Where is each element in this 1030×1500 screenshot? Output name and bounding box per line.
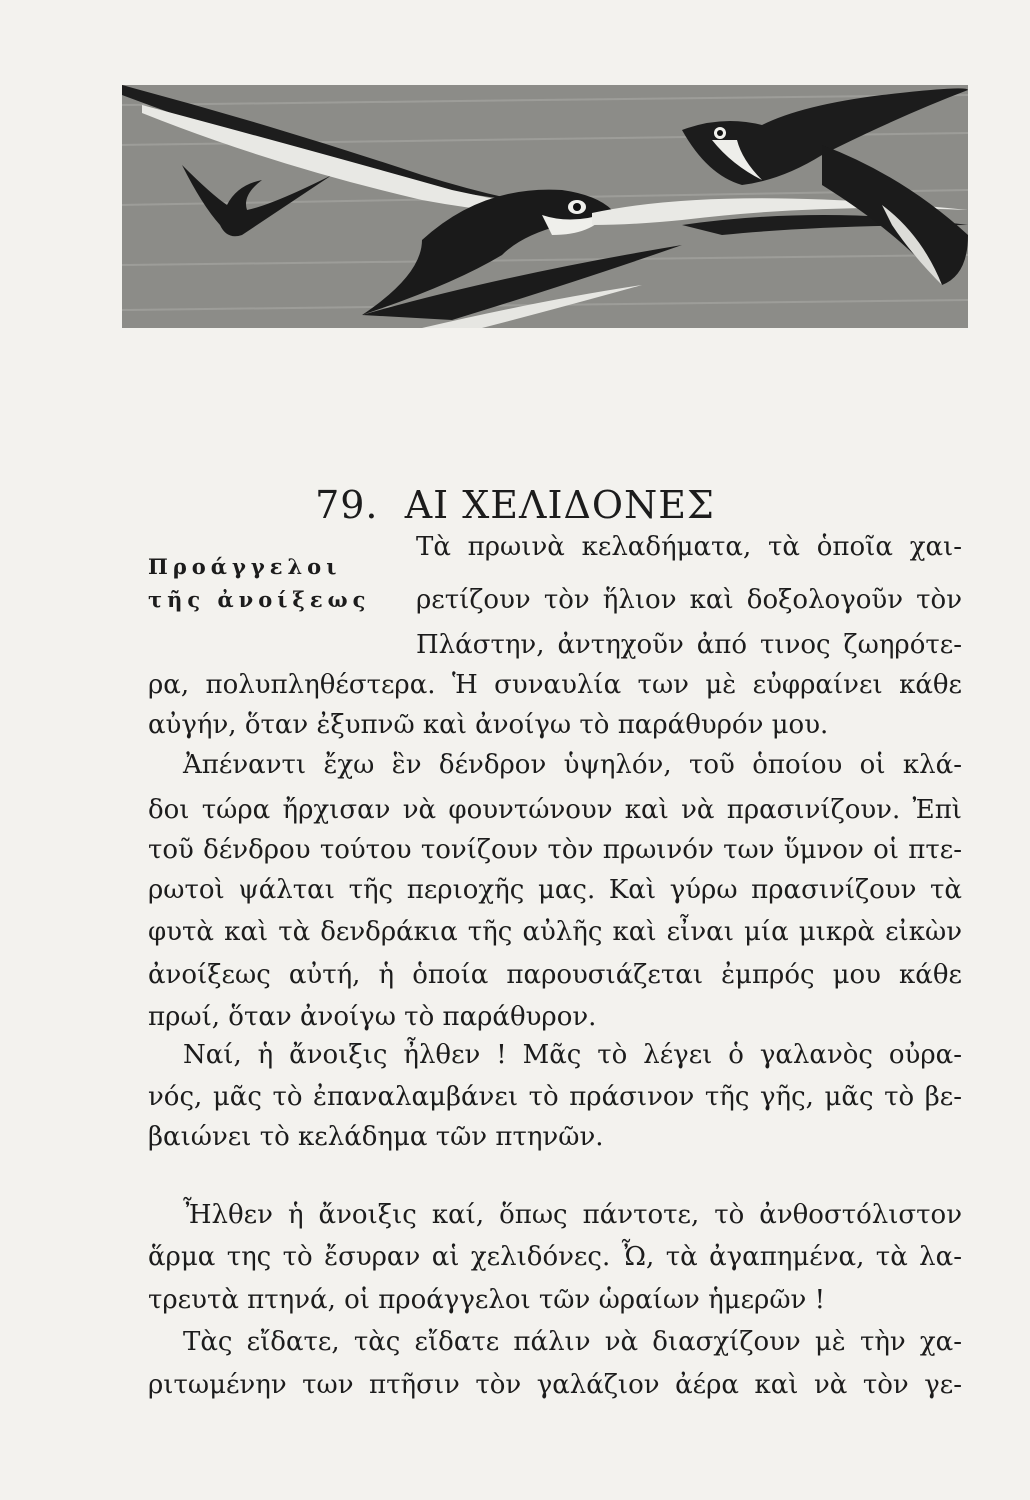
chapter-title: ΑΙ ΧΕΛΙΔΟΝΕΣ <box>404 483 715 528</box>
text-line: Πλάστην, ἀντηχοῦν ἀπό τινος ζωηρότε- <box>416 630 962 660</box>
text-line: Ναί, ἡ ἄνοιξις ἦλθεν ! Μᾶς τὸ λέγει ὁ γαλανὸς οὐρα- <box>183 1040 962 1070</box>
text-line: ἀνοίξεως αὐτή, ἡ ὁποία παρουσιάζεται ἐμπρός μου κάθε <box>148 960 962 990</box>
text-line: τοῦ δένδρου τούτου τονίζουν τὸν πρωινόν των ὕμνον οἱ πτε- <box>148 835 962 865</box>
text-line: δοι τώρα ἤρχισαν νὰ φουντώνουν καὶ νὰ πρασινίζουν. Ἐπὶ <box>148 795 962 825</box>
text-line: τρευτὰ πτηνά, οἱ προάγγελοι τῶν ὡραίων ἡμερῶν ! <box>148 1285 826 1315</box>
text-line: Ἀπέναντι ἔχω ἓν δένδρον ὑψηλόν, τοῦ ὁποίου οἱ κλά- <box>183 750 962 780</box>
text-line: Τὰ πρωινὰ κελαδήματα, τὰ ὁποῖα χαι- <box>416 532 962 562</box>
text-line: ρα, πολυπληθέστερα. Ἡ συναυλία των μὲ εὐφραίνει κάθε <box>148 670 962 700</box>
margin-note <box>148 550 370 616</box>
text-line: πρωί, ὅταν ἀνοίγω τὸ παράθυρον. <box>148 1002 597 1032</box>
swallows-illustration <box>122 85 968 328</box>
margin-note-line: Πρoάγγελοι <box>148 554 342 579</box>
text-line: αὐγήν, ὅταν ἐξυπνῶ καὶ ἀνοίγω τὸ παράθυρόν μου. <box>148 710 829 740</box>
text-line: ριτωμένην των πτῆσιν τὸν γαλάζιον ἀέρα καὶ νὰ τὸν γε- <box>148 1370 962 1400</box>
chapter-heading <box>0 483 1030 527</box>
chapter-number: 79. <box>315 483 379 528</box>
text-line: φυτὰ καὶ τὰ δενδράκια τῆς αὐλῆς καὶ εἶναι μία μικρὰ εἰκὼν <box>148 917 962 947</box>
text-line: Τὰς εἴδατε, τὰς εἴδατε πάλιν νὰ διασχίζουν μὲ τὴν χα- <box>183 1327 962 1357</box>
swallows-icon <box>122 85 968 328</box>
text-line: ἅρμα της τὸ ἔσυραν αἱ χελιδόνες. Ὦ, τὰ ἀγαπημένα, τὰ λα- <box>148 1242 962 1272</box>
text-line: νός, μᾶς τὸ ἐπαναλαμβάνει τὸ πράσινον τῆς γῆς, μᾶς τὸ βε- <box>148 1082 962 1112</box>
margin-note-line: τῆς ἀνοίξεως <box>148 587 371 612</box>
text-line: Ἦλθεν ἡ ἄνοιξις καί, ὅπως πάντοτε, τὸ ἀνθοστόλιστον <box>183 1200 962 1230</box>
text-line: βαιώνει τὸ κελάδημα τῶν πτηνῶν. <box>148 1122 604 1152</box>
text-line: ρωτοὶ ψάλται τῆς περιοχῆς μας. Καὶ γύρω πρασινίζουν τὰ <box>148 875 962 905</box>
text-line: ρετίζουν τὸν ἥλιον καὶ δοξολογοῦν τὸν <box>416 585 962 615</box>
